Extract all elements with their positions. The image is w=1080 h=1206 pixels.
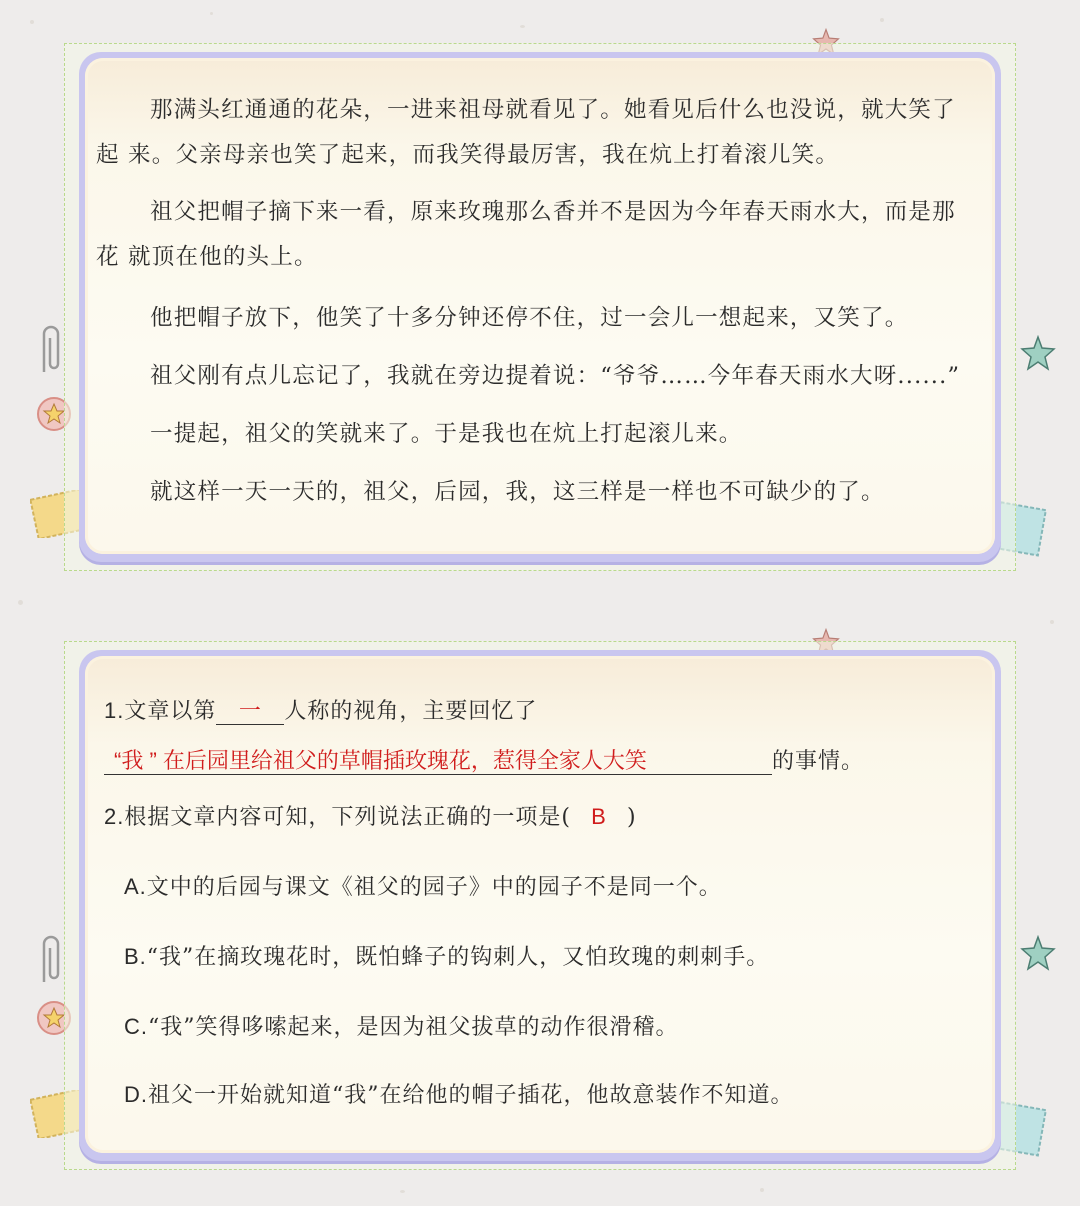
passage-paragraph-2: 祖父把帽子摘下来一看，原来玫瑰那么香并不是因为今年春天雨水大，而是那花 就顶在他的头上。 [96, 199, 956, 270]
paperclip-icon [36, 320, 66, 380]
passage-line-4: 就这样一天一天的，祖父，后园，我，这三样是一样也不可缺少的了。 [150, 479, 885, 505]
option-a: A.文中的后园与课文《祖父的园子》中的园子不是同一个。 [124, 874, 722, 900]
star-sticker-icon [1020, 335, 1056, 371]
option-c: C.“我”笑得哆嗦起来，是因为祖父拔草的动作很滑稽。 [124, 1014, 679, 1040]
passage-line-1: 他把帽子放下，他笑了十多分钟还停不住，过一会儿一想起来，又笑了。 [150, 305, 909, 331]
paperclip-icon [36, 930, 66, 990]
passage-line-3: 一提起，祖父的笑就来了。于是我也在炕上打起滚儿来。 [150, 421, 743, 447]
answer-blank-1: 一 [216, 698, 284, 725]
option-d: D.祖父一开始就知道“我”在给他的帽子插花，他故意装作不知道。 [124, 1082, 794, 1108]
passage-line-2: 祖父刚有点儿忘记了，我就在旁边提着说：“爷爷……今年春天雨水大呀......” [150, 363, 961, 389]
question-2: 2.根据文章内容可知，下列说法正确的一项是( B ) [104, 804, 637, 830]
answer-choice: B [591, 804, 607, 829]
passage-paragraph-1: 那满头红通通的花朵，一进来祖母就看见了。她看见后什么也没说，就大笑了起 来。父亲母亲也笑了起来，而我笑得最厉害，我在炕上打着滚儿笑。 [96, 97, 956, 168]
question-1: 1.文章以第 一 人称的视角，主要回忆了 [104, 698, 538, 724]
option-b: B.“我”在摘玫瑰花时，既怕蜂子的钩刺人，又怕玫瑰的刺刺手。 [124, 944, 770, 970]
answer-blank-2: “我 ” 在后园里给祖父的草帽插玫瑰花，惹得全家人大笑 [104, 748, 772, 775]
question-1-line-2: “我 ” 在后园里给祖父的草帽插玫瑰花，惹得全家人大笑 的事情。 [104, 744, 864, 775]
star-sticker-icon [1020, 935, 1056, 971]
